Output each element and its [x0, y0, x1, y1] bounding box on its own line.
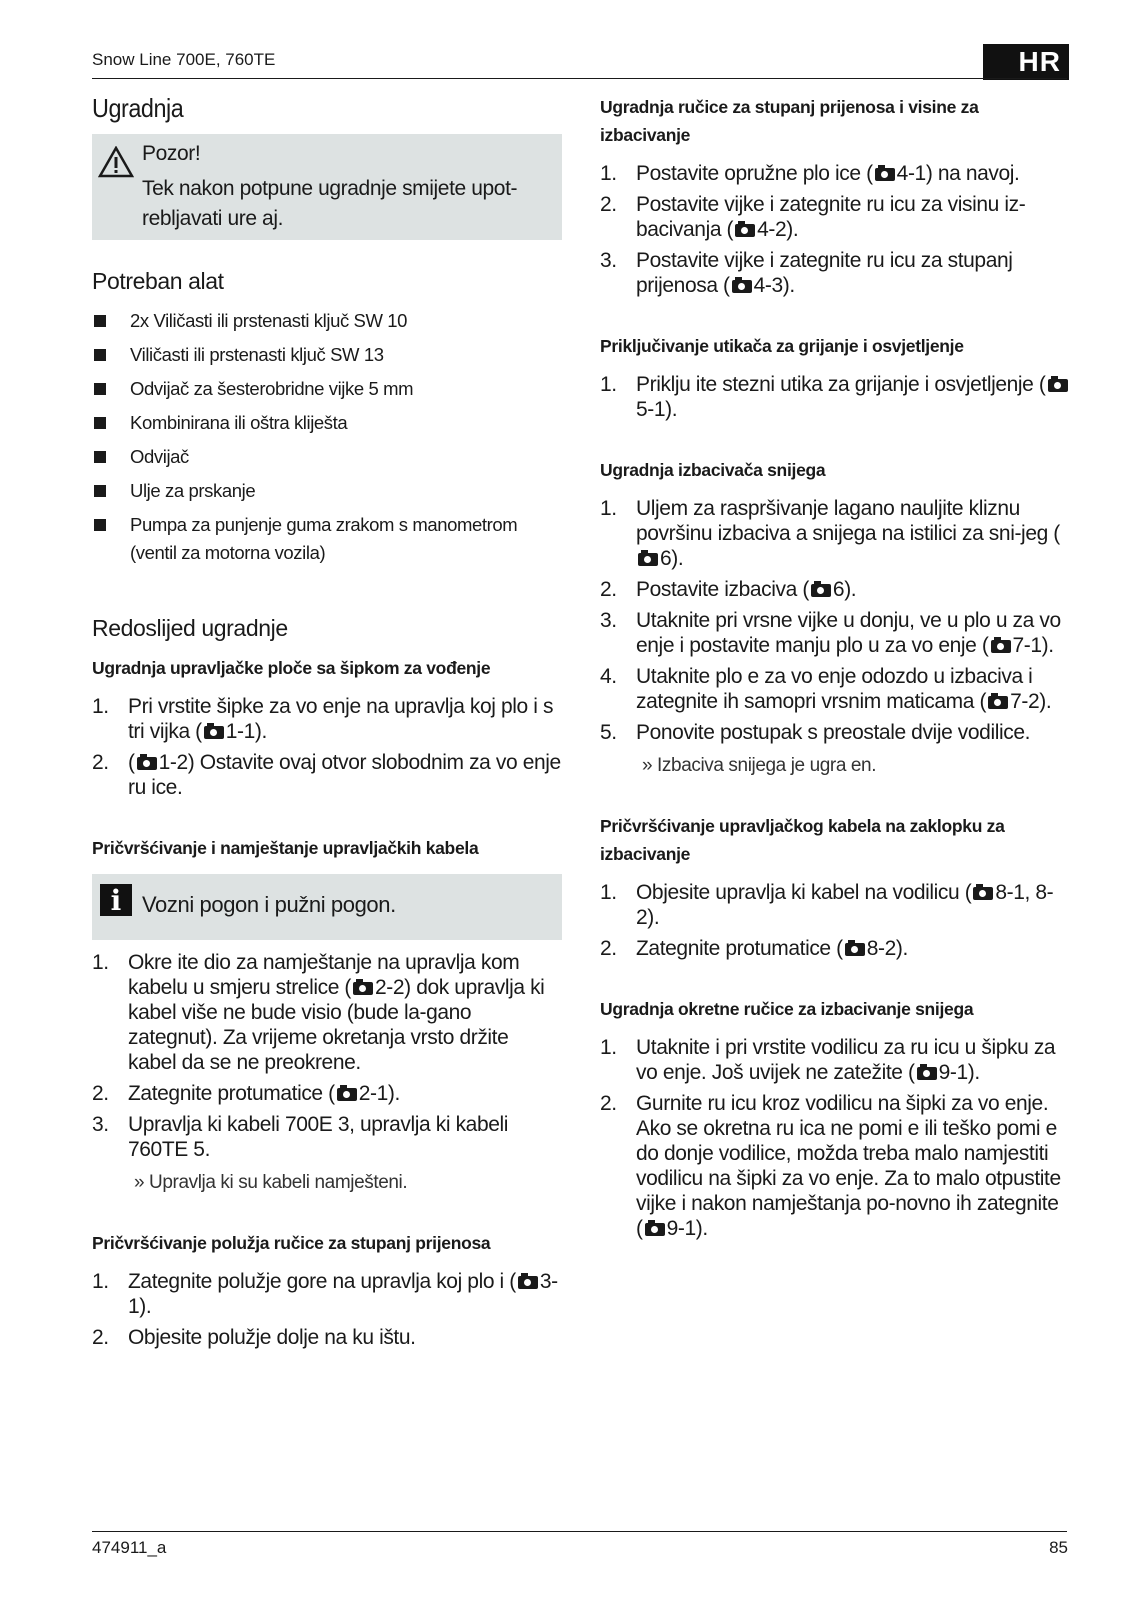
step-item: 1. Pri vrstite šipke za vo enje na upravlja koj plo i s tri vijka ( 1-1).: [92, 695, 554, 743]
camera-icon: [645, 1223, 665, 1236]
page-number: 85: [1049, 1538, 1068, 1557]
camera-icon: [518, 1276, 538, 1289]
step-item: 2. Objesite polužje dolje na ku ištu.: [92, 1326, 416, 1349]
list-item: Ulje za prskanje: [92, 477, 562, 505]
list-item: 2x Viličasti ili prstenasti ključ SW 10: [92, 307, 562, 335]
info-icon: i: [100, 884, 132, 916]
section-heading: Pričvršćivanje polužja ručice za stupanj prijenosa: [92, 1233, 491, 1253]
step-item: 1. Utaknite i pri vrstite vodilicu za ru icu u šipku za vo enje. Još uvijek ne zatežite ( 9-1).: [600, 1036, 1056, 1084]
camera-icon: [735, 224, 755, 237]
step-item: 1. Objesite upravlja ki kabel na vodilicu ( 8-1, 8-2).: [600, 881, 1054, 929]
steps-list: [600, 161, 1070, 298]
camera-icon: [845, 943, 865, 956]
step-item: 1. Priklju ite stezni utika za grijanje i osvjetljenje (5-1).: [600, 372, 1070, 422]
step-item: 2. Zategnite protumatice ( 8-2).: [600, 937, 908, 960]
info-text: Vozni pogon i pužni pogon.: [142, 892, 396, 917]
steps-list: [92, 950, 562, 1195]
right-column: [600, 93, 1070, 1275]
step-item: 1. Okre ite dio za namještanje na upravlja kom kabelu u smjeru strelice ( 2-2) dok upravlja ki kabel više ne bude visio (bude la-gano zategnut). Za vrijeme okretanja vrsto držite kabel da se ne preokrene.: [92, 951, 545, 1074]
list-item: Viličasti ili prstenasti ključ SW 13: [92, 341, 562, 369]
footer-divider: [92, 1531, 1067, 1532]
camera-icon: [732, 280, 752, 293]
step-item: 1. Postavite opružne plo ice ( 4-1) na navoj.: [600, 162, 1020, 185]
steps-list: [92, 694, 562, 800]
steps-list: [92, 1269, 562, 1350]
warning-text: Tek nakon potpune ugradnje smijete upot-rebljavati ure aj.: [142, 177, 518, 230]
step-item: 3. Upravlja ki kabeli 700E 3, upravlja ki kabeli 760TE 5. » Upravlja ki su kabeli namješteni.: [92, 1112, 562, 1195]
info-box: [92, 874, 562, 940]
warning-box: [92, 134, 562, 240]
steps-list: [600, 496, 1070, 778]
section-heading: Ugradnja upravljačke ploče sa šipkom za vođenje: [92, 658, 491, 678]
step-item: 5. Ponovite postupak s preostale dvije vodilice. » Izbaciva snijega je ugra en.: [600, 720, 1070, 778]
step-item: 3. Utaknite pri vrsne vijke u donju, ve u plo u za vo enje i postavite manju plo u za vo enje ( 7-1).: [600, 609, 1061, 657]
section-heading: Pričvršćivanje upravljačkog kabela na zaklopku za izbacivanje: [600, 816, 1005, 864]
list-item: Odvijač za šesterobridne vijke 5 mm: [92, 375, 562, 403]
warning-icon: [98, 146, 134, 178]
step-item: 2. Postavite izbaciva ( 6).: [600, 578, 857, 601]
camera-icon: [991, 640, 1011, 653]
list-item: Odvijač: [92, 443, 562, 471]
document-code: 474911_a: [92, 1538, 167, 1557]
tools-list: [92, 307, 562, 567]
section-heading: Priključivanje utikača za grijanje i osvjetljenje: [600, 336, 964, 356]
camera-icon: [137, 757, 157, 770]
section-heading: Pričvršćivanje i namještanje upravljačkih kabela: [92, 838, 479, 858]
step-item: 2. Gurnite ru icu kroz vodilicu na šipki za vo enje. Ako se okretna ru ica ne pomi e ili teško pomi e do donje vodilice, možda treba malo namjestiti vodilicu na šipki za vo enje. Za to malo otpustite vijke i nakon namještanja po-novno ih zategnite ( 9-1).: [600, 1092, 1061, 1240]
language-badge: HR: [983, 44, 1069, 80]
camera-icon: [638, 553, 658, 566]
tools-heading: Potreban alat: [92, 268, 224, 294]
result-text: » Izbaciva snijega je ugra en.: [642, 755, 877, 776]
steps-list: [600, 372, 1070, 422]
camera-icon: [353, 982, 373, 995]
camera-icon: [917, 1067, 937, 1080]
section-heading: Ugradnja okretne ručice za izbacivanje snijega: [600, 999, 974, 1019]
step-item: 2. ( 1-2) Ostavite ovaj otvor slobodnim za vo enje ru ice.: [92, 751, 561, 799]
step-item: 1. Uljem za raspršivanje lagano nauljite kliznu površinu izbaciva a snijega na istilici za sni-jeg (6).: [600, 497, 1060, 570]
left-column: [92, 93, 562, 1384]
steps-list: [600, 1035, 1070, 1241]
step-item: 2. Zategnite protumatice ( 2-1).: [92, 1082, 400, 1105]
list-item: Pumpa za punjenje guma zrakom s manometrom (ventil za motorna vozila): [92, 511, 562, 567]
camera-icon: [1048, 379, 1068, 392]
section-heading: Ugradnja ručice za stupanj prijenosa i visine za izbacivanje: [600, 97, 979, 145]
camera-icon: [811, 584, 831, 597]
camera-icon: [973, 887, 993, 900]
camera-icon: [988, 696, 1008, 709]
section-heading: Ugradnja izbacivača snijega: [600, 460, 826, 480]
warning-title: Pozor!: [142, 142, 201, 165]
header-title: Snow Line 700E, 760TE: [92, 50, 276, 69]
camera-icon: [204, 726, 224, 739]
step-item: 3. Postavite vijke i zategnite ru icu za stupanj prijenosa ( 4-3).: [600, 249, 1013, 297]
camera-icon: [875, 168, 895, 181]
result-text: » Upravlja ki su kabeli namješteni.: [134, 1172, 408, 1193]
step-item: 1. Zategnite polužje gore na upravlja koj plo i ( 3-1).: [92, 1270, 558, 1318]
order-heading: Redoslijed ugradnje: [92, 615, 288, 641]
list-item: Kombinirana ili oštra kliješta: [92, 409, 562, 437]
camera-icon: [337, 1088, 357, 1101]
step-item: 4. Utaknite plo e za vo enje odozdo u izbaciva i zategnite ih samopri vrsnim maticama ( 7-2).: [600, 665, 1052, 713]
step-item: 2. Postavite vijke i zategnite ru icu za visinu iz-bacivanja ( 4-2).: [600, 193, 1026, 241]
page-title: Ugradnja: [92, 93, 184, 123]
header-divider: [92, 78, 1067, 79]
steps-list: [600, 880, 1070, 961]
